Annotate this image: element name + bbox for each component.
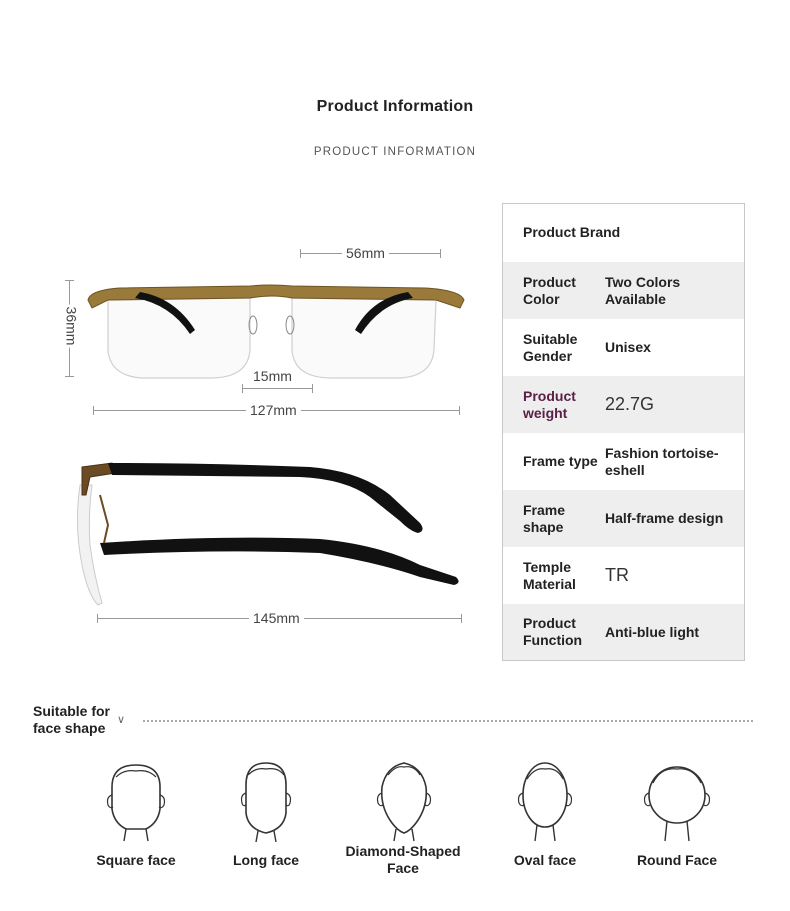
chevron-down-icon: ∨ (117, 714, 126, 726)
spec-key: Temple Material (523, 558, 576, 592)
tick (65, 376, 74, 377)
glasses-side-image (60, 455, 470, 615)
spec-row-frame-shape (503, 490, 744, 547)
spec-key: Suitable Gender (523, 330, 578, 364)
tick (93, 406, 94, 415)
tick (65, 280, 74, 281)
spec-row-gender (503, 319, 744, 376)
long-face-icon (226, 757, 306, 842)
spec-table (502, 203, 745, 661)
spec-value: Anti-blue light (605, 623, 700, 640)
temple-length-label: 145mm (249, 610, 304, 626)
suitable-face-heading: Suitable for face shape (33, 703, 111, 736)
oval-face-icon (505, 757, 585, 842)
face-label-oval: Oval face (513, 852, 577, 868)
tick (440, 249, 441, 258)
spec-row-frame-type (503, 433, 744, 490)
spec-value: TR (605, 565, 629, 585)
diamond-face-icon (364, 757, 444, 842)
round-face-icon (637, 757, 717, 842)
spec-row-temple-material (503, 547, 744, 604)
spec-key: Product Color (523, 273, 576, 307)
spec-key: Frame shape (523, 501, 566, 535)
tick (242, 384, 243, 393)
spec-row-function (503, 604, 744, 660)
spec-value: Fashion tortoise-eshell (605, 444, 719, 478)
bridge-label: 15mm (249, 368, 296, 384)
spec-value: Two Colors Available (605, 273, 681, 307)
lens-height-label: 36mm (63, 306, 80, 346)
spec-value: 22.7G (605, 394, 655, 414)
spec-key: Frame type (523, 453, 598, 469)
spec-key: Product weight (523, 387, 576, 421)
spec-key: Product Function (523, 615, 583, 648)
face-label-long: Long face (232, 852, 300, 868)
frame-width-label: 127mm (246, 402, 301, 418)
spec-key: Product Brand (523, 224, 621, 240)
face-label-round: Round Face (636, 852, 718, 868)
spec-row-color (503, 262, 744, 319)
spec-row-brand (503, 204, 744, 261)
spec-value: Half-frame design (605, 510, 724, 526)
bridge-line (242, 388, 312, 389)
face-label-square: Square face (96, 852, 176, 868)
tick (97, 614, 98, 623)
page-subtitle: PRODUCT INFORMATION (313, 146, 477, 158)
spec-row-weight (503, 376, 744, 433)
dotted-divider (143, 720, 753, 722)
face-label-diamond: Diamond-Shaped Face (345, 843, 461, 876)
lens-width-label: 56mm (342, 245, 389, 261)
tick (461, 614, 462, 623)
square-face-icon (96, 757, 176, 842)
tick (459, 406, 460, 415)
spec-value: Unisex (605, 339, 651, 355)
page-title: Product Information (316, 98, 474, 115)
tick (312, 384, 313, 393)
tick (300, 249, 301, 258)
